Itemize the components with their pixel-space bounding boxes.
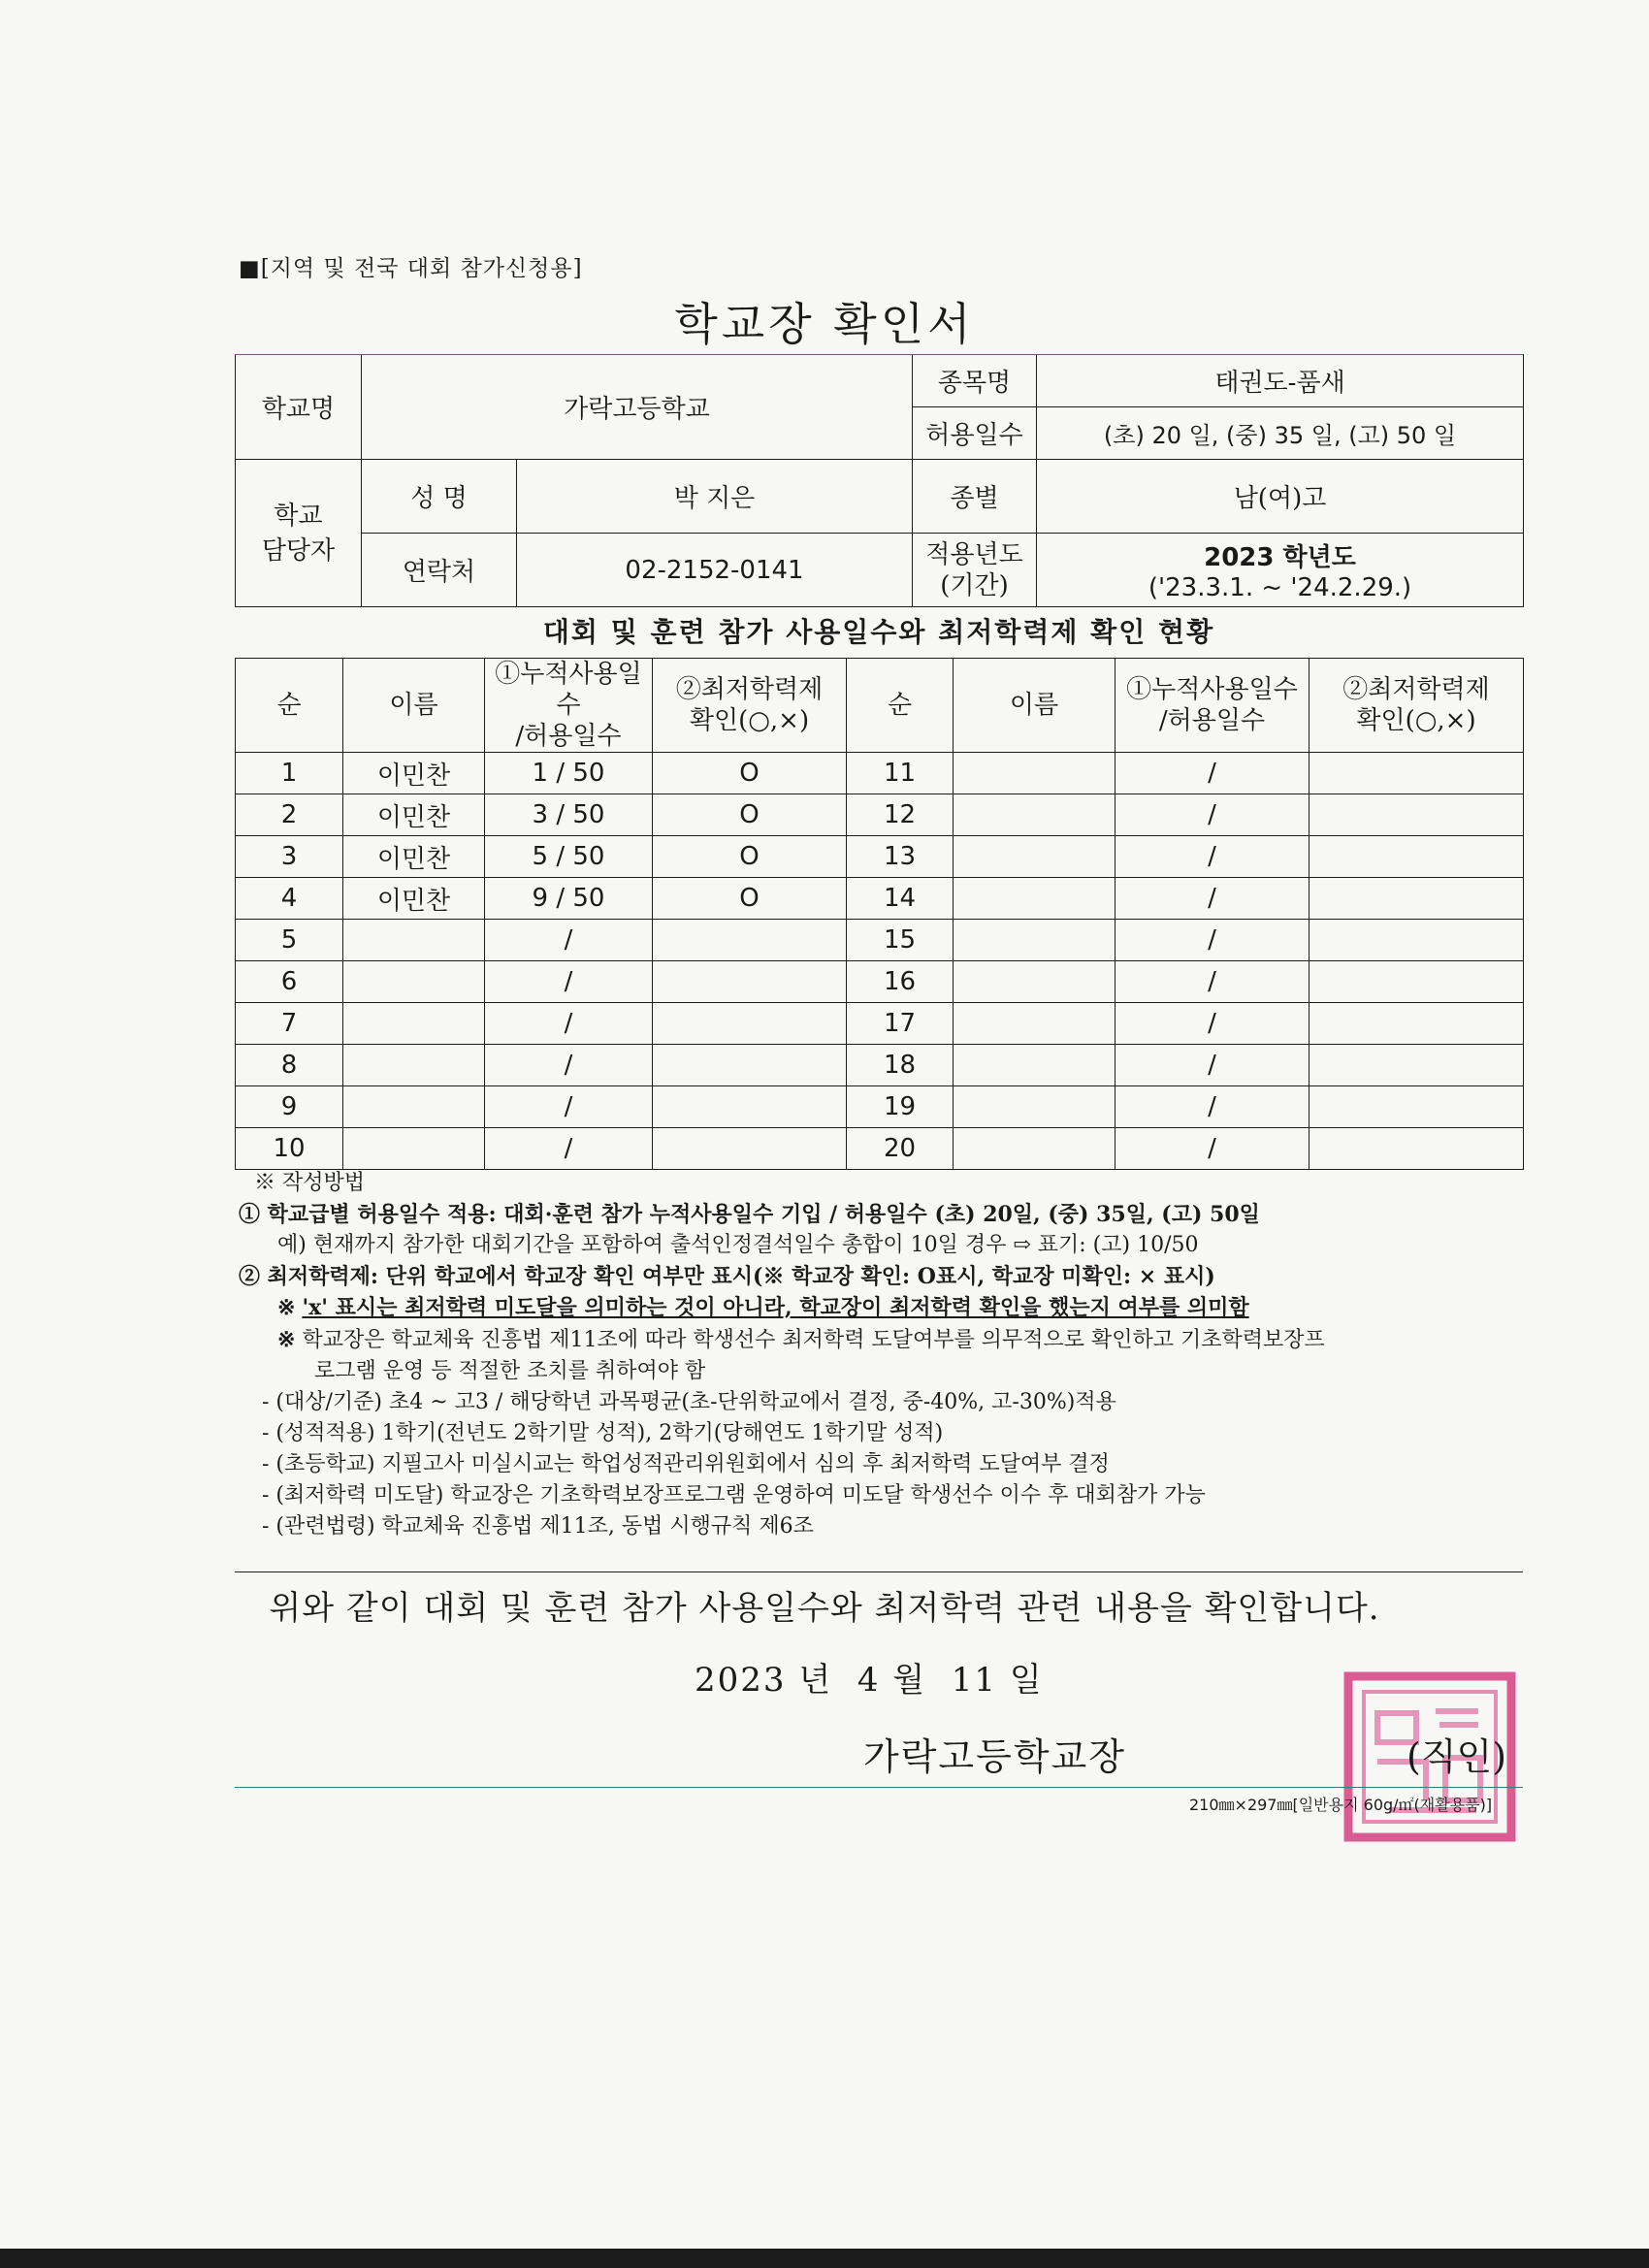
days-cell: /: [1116, 1003, 1310, 1045]
name-cell: [954, 1045, 1116, 1086]
days-header-line-1: ①누적사용일수: [495, 660, 642, 720]
bottom-rule: [235, 1787, 1523, 1788]
check-cell: O: [653, 753, 847, 794]
name-header: 이름: [343, 659, 485, 753]
seq-cell: 17: [847, 1003, 954, 1045]
category-label: 종별: [913, 460, 1037, 534]
days-cell: /: [485, 1045, 653, 1086]
year-label: 적용년도 (기간): [913, 534, 1037, 607]
name-cell: [954, 1086, 1116, 1128]
days-cell: 1 / 50: [485, 753, 653, 794]
seq-cell: 12: [847, 794, 954, 836]
name-cell: 이민찬: [343, 753, 485, 794]
check-header-right-line-2: 확인(○,×): [1356, 706, 1476, 735]
name-cell: [343, 1003, 485, 1045]
note-2-a-mark: ※: [277, 1295, 296, 1320]
days-cell: /: [1116, 753, 1310, 794]
table-title: 대회 및 훈련 참가 사용일수와 최저학력제 확인 현황: [542, 616, 1215, 648]
note-2-a: [239, 1292, 1529, 1324]
name-cell: [343, 920, 485, 961]
days-cell: /: [1116, 961, 1310, 1003]
signer-name: 가락고등학교장: [863, 1735, 1126, 1778]
seal-label: (직인): [1406, 1735, 1507, 1778]
seq-header-right: 순: [847, 659, 954, 753]
days-cell: /: [485, 920, 653, 961]
days-cell: /: [485, 1086, 653, 1128]
seq-cell: 20: [847, 1128, 954, 1170]
seq-cell: 13: [847, 836, 954, 878]
event-value: 태권도-품새: [1037, 355, 1524, 407]
notes-heading: ※ 작성방법: [254, 1171, 366, 1195]
table-row: [236, 1128, 1524, 1170]
seq-cell: 6: [236, 961, 343, 1003]
check-cell: [653, 1045, 847, 1086]
days-cell: /: [1116, 836, 1310, 878]
name-cell: 이민찬: [343, 794, 485, 836]
detail-3: - (초등학교) 지필고사 미실시교는 학업성적관리위원회에서 심의 후 최저학력 도달여부 결정: [262, 1452, 1110, 1476]
days-cell: /: [1116, 920, 1310, 961]
instructions: [239, 1168, 1529, 1542]
event-label: 종목명: [913, 355, 1037, 407]
allowed-label: 허용일수: [913, 407, 1037, 460]
check-cell: [653, 961, 847, 1003]
name-header-right: 이름: [954, 659, 1116, 753]
name-label: 성 명: [362, 460, 517, 534]
note-2: ② 최저학력제: 단위 학교에서 학교장 확인 여부만 표시(※ 학교장 확인: O표시, 학교장 미확인: × 표시): [239, 1264, 1215, 1289]
date-month-unit: 월: [892, 1661, 927, 1700]
check-cell: O: [653, 878, 847, 920]
name-cell: [954, 920, 1116, 961]
check-cell: [653, 1003, 847, 1045]
check-cell: [1310, 1003, 1524, 1045]
year-value: [1037, 534, 1524, 607]
year-value-line-2: ('23.3.1. ~ '24.2.29.): [1148, 573, 1412, 602]
issue-date: [695, 1653, 1044, 1701]
seq-cell: 15: [847, 920, 954, 961]
check-cell: [1310, 878, 1524, 920]
name-cell: [343, 1045, 485, 1086]
seq-cell: 4: [236, 878, 343, 920]
contact-label: 연락처: [362, 534, 517, 607]
seq-cell: 19: [847, 1086, 954, 1128]
name-cell: [343, 961, 485, 1003]
table-row: [236, 794, 1524, 836]
usage-table-header: [236, 659, 1524, 753]
detail-5: - (관련법령) 학교체육 진흥법 제11조, 동법 시행규칙 제6조: [262, 1514, 814, 1539]
table-row: [236, 1003, 1524, 1045]
name-cell: 이민찬: [343, 878, 485, 920]
note-1-example: 예) 현재까지 참가한 대회기간을 포함하여 출석인정결석일수 총합이 10일 경우 ⇨ 표기: (고) 10/50: [277, 1233, 1199, 1257]
days-header-line-2: /허용일수: [515, 722, 622, 751]
note-2-b-line-2: 로그램 운영 등 적절한 조치를 취하여야 함: [314, 1359, 706, 1383]
seq-cell: 3: [236, 836, 343, 878]
paper-spec-footer: 210㎜×297㎜[일반용지 60g/㎡(재활용품)]: [1189, 1796, 1493, 1814]
name-cell: [954, 794, 1116, 836]
check-cell: [653, 920, 847, 961]
check-cell: [1310, 920, 1524, 961]
check-cell: [1310, 1045, 1524, 1086]
confirmation-statement: 위와 같이 대회 및 훈련 참가 사용일수와 최저학력 관련 내용을 확인합니다.: [269, 1589, 1380, 1628]
check-header-line-2: 확인(○,×): [689, 706, 810, 735]
seq-cell: 1: [236, 753, 343, 794]
date-day: 11: [951, 1661, 998, 1700]
check-cell: [1310, 1128, 1524, 1170]
year-value-line-1: 2023 학년도: [1204, 543, 1356, 572]
allowed-value: (초) 20 일, (중) 35 일, (고) 50 일: [1037, 407, 1524, 460]
check-cell: [1310, 753, 1524, 794]
category-value: 남(여)고: [1037, 460, 1524, 534]
name-cell: [954, 753, 1116, 794]
name-cell: [954, 836, 1116, 878]
days-cell: /: [485, 1003, 653, 1045]
days-cell: /: [1116, 878, 1310, 920]
days-header-right: [1116, 659, 1310, 753]
name-cell: [954, 1128, 1116, 1170]
document-title: 학교장 확인서: [674, 298, 975, 350]
seq-cell: 5: [236, 920, 343, 961]
note-2-b-line-1: 학교장은 학교체육 진흥법 제11조에 따라 학생선수 최저학력 도달여부를 의무적으로 확인하고 기초학력보장프: [302, 1328, 1325, 1352]
name-cell: [954, 878, 1116, 920]
days-cell: /: [485, 1128, 653, 1170]
table-row: [236, 836, 1524, 878]
name-cell: [343, 1128, 485, 1170]
days-cell: 3 / 50: [485, 794, 653, 836]
name-cell: [343, 1086, 485, 1128]
date-day-unit: 일: [1009, 1661, 1044, 1700]
check-cell: O: [653, 836, 847, 878]
days-cell: /: [1116, 794, 1310, 836]
seq-cell: 11: [847, 753, 954, 794]
table-row: [236, 878, 1524, 920]
detail-2: - (성적적용) 1학기(전년도 2학기말 성적), 2학기(당해연도 1학기말 성적): [262, 1421, 944, 1445]
note-2-a-text: 'x' 표시는 최저학력 미도달을 의미하는 것이 아니라, 학교장이 최저학력 확인을 했는지 여부를 의미함: [302, 1295, 1249, 1320]
days-cell: /: [1116, 1128, 1310, 1170]
check-header-line-1: ②최저학력제: [675, 675, 824, 704]
table-row: [236, 1045, 1524, 1086]
days-cell: /: [1116, 1045, 1310, 1086]
check-header-right: [1310, 659, 1524, 753]
name-cell: [954, 961, 1116, 1003]
note-2-b-mark: ※: [277, 1327, 296, 1352]
scan-edge: [0, 2249, 1649, 2268]
manager-label: 학교 담당자: [236, 460, 362, 607]
check-cell: [1310, 1086, 1524, 1128]
table-row: [236, 753, 1524, 794]
days-cell: 9 / 50: [485, 878, 653, 920]
check-header-right-line-1: ②최저학력제: [1342, 675, 1490, 704]
check-header: [653, 659, 847, 753]
seq-cell: 16: [847, 961, 954, 1003]
top-rule: [235, 354, 1523, 355]
name-cell: [954, 1003, 1116, 1045]
table-row: [236, 961, 1524, 1003]
days-header-right-line-2: /허용일수: [1158, 706, 1266, 735]
check-cell: [653, 1086, 847, 1128]
days-cell: 5 / 50: [485, 836, 653, 878]
seq-cell: 18: [847, 1045, 954, 1086]
note-2-b: [239, 1324, 1529, 1356]
seq-cell: 8: [236, 1045, 343, 1086]
check-cell: [653, 1128, 847, 1170]
name-cell: 이민찬: [343, 836, 485, 878]
detail-4: - (최저학력 미도달) 학교장은 기초학력보장프로그램 운영하여 미도달 학생선수 이수 후 대회참가 가능: [262, 1483, 1206, 1507]
days-cell: /: [485, 961, 653, 1003]
usage-table: [235, 658, 1524, 1170]
school-label: 학교명: [236, 355, 362, 460]
name-value: 박 지은: [517, 460, 913, 534]
seq-cell: 14: [847, 878, 954, 920]
detail-1: - (대상/기준) 초4 ~ 고3 / 해당학년 과목평균(초-단위학교에서 결정, 중-40%, 고-30%)적용: [262, 1390, 1116, 1414]
seq-cell: 7: [236, 1003, 343, 1045]
date-month: 4: [857, 1661, 881, 1700]
contact-value: 02-2152-0141: [517, 534, 913, 607]
check-cell: [1310, 961, 1524, 1003]
check-cell: O: [653, 794, 847, 836]
table-row: [236, 920, 1524, 961]
school-value: 가락고등학교: [362, 355, 913, 460]
note-1: ① 학교급별 허용일수 적용: 대회·훈련 참가 누적사용일수 기입 / 허용일수 (초) 20일, (중) 35일, (고) 50일: [239, 1202, 1260, 1227]
separator-rule: [235, 1571, 1523, 1572]
date-year-unit: 년: [798, 1661, 833, 1700]
table-row: [236, 1086, 1524, 1128]
seq-cell: 10: [236, 1128, 343, 1170]
seq-header: 순: [236, 659, 343, 753]
days-header-right-line-1: ①누적사용일수: [1126, 675, 1298, 704]
date-year: 2023: [695, 1661, 787, 1700]
info-table: [235, 354, 1524, 607]
seq-cell: 2: [236, 794, 343, 836]
check-cell: [1310, 794, 1524, 836]
days-cell: /: [1116, 1086, 1310, 1128]
header-tag: ■[지역 및 전국 대회 참가신청용]: [239, 256, 583, 281]
days-header: [485, 659, 653, 753]
check-cell: [1310, 836, 1524, 878]
seq-cell: 9: [236, 1086, 343, 1128]
